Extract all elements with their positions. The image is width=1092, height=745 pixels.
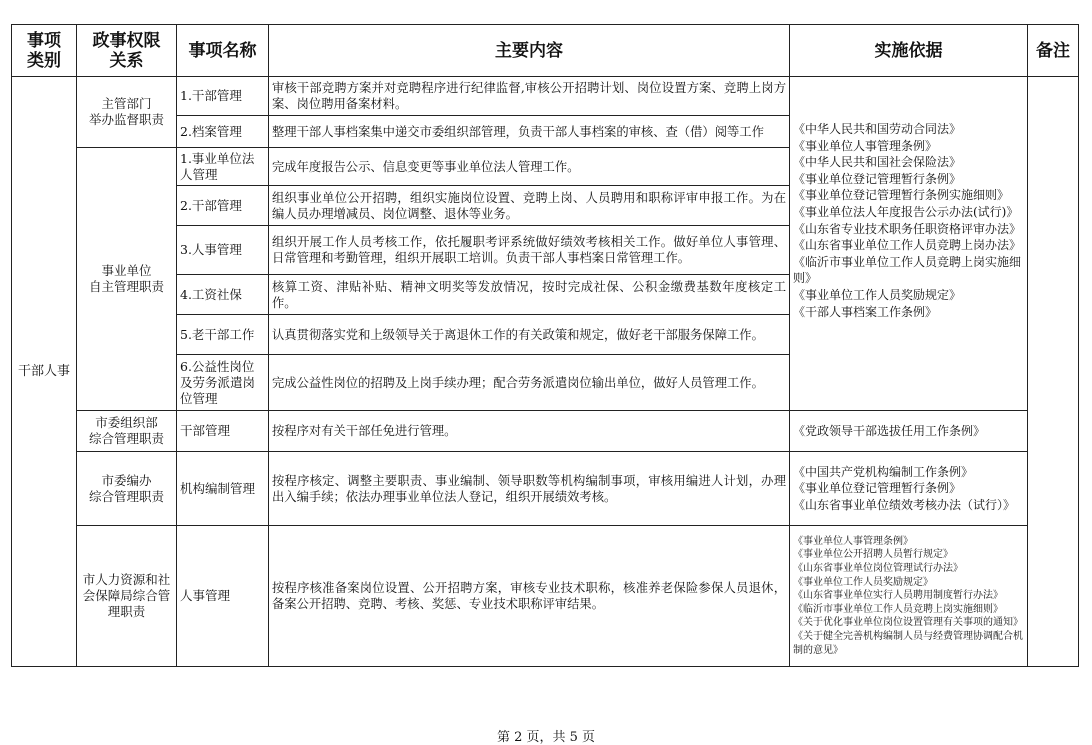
header-row <box>12 25 1079 77</box>
basis-item: 《山东省事业单位绩效考核办法（试行）》 <box>793 497 1016 512</box>
item-content: 认真贯彻落实党和上级领导关于离退休工作的有关政策和规定，做好老干部服务保障工作。 <box>269 315 790 355</box>
item-name: 2.干部管理 <box>177 186 269 226</box>
item-name: 干部管理 <box>177 411 269 452</box>
item-content: 按程序核准备案岗位设置、公开招聘方案，审核专业技术职称，核准养老保险参保人员退休，备案公开招聘、竞聘、考核、奖惩、专业技术职称评审结果。 <box>269 526 790 667</box>
table-row <box>12 77 1079 116</box>
basis-item: 《事业单位工作人员奖励规定》 <box>793 576 933 588</box>
remarks-cell <box>1028 77 1079 667</box>
category-cell: 干部人事 <box>12 77 77 667</box>
item-name: 6.公益性岗位 及劳务派遣岗 位管理 <box>177 355 269 411</box>
basis-item: 《中华人民共和国社会保险法》 <box>793 155 962 170</box>
item-name: 2.档案管理 <box>177 116 269 148</box>
item-name: 人事管理 <box>177 526 269 667</box>
basis-item: 《山东省事业单位岗位管理试行办法》 <box>793 563 963 575</box>
authority-cell: 市委组织部 综合管理职责 <box>77 411 177 452</box>
authority-cell: 市委编办 综合管理职责 <box>77 452 177 526</box>
table-row <box>12 526 1079 667</box>
item-name: 4.工资社保 <box>177 275 269 315</box>
basis-item: 《事业单位登记管理暂行条例》 <box>793 481 962 496</box>
basis-item: 《事业单位登记管理暂行条例》 <box>793 171 962 186</box>
basis-item: 《干部人事档案工作条例》 <box>793 304 938 319</box>
basis-item: 《事业单位人事管理条例》 <box>793 535 913 547</box>
table-row <box>12 452 1079 526</box>
item-name: 机构编制管理 <box>177 452 269 526</box>
basis-item: 《事业单位公开招聘人员暂行规定》 <box>793 549 953 561</box>
header-item-name: 事项名称 <box>177 25 269 77</box>
basis-item: 《山东省事业单位实行人员聘用制度暂行办法》 <box>793 590 1003 602</box>
basis-item: 《事业单位工作人员奖励规定》 <box>793 287 962 302</box>
table-row <box>12 411 1079 452</box>
authority-cell: 事业单位 自主管理职责 <box>77 148 177 411</box>
item-content: 整理干部人事档案集中递交市委组织部管理，负责干部人事档案的审核、查（借）阅等工作 <box>269 116 790 148</box>
header-authority: 政事权限 关系 <box>77 25 177 77</box>
header-main-content: 主要内容 <box>269 25 790 77</box>
header-category: 事项 类别 <box>12 25 77 77</box>
basis-item: 《中华人民共和国劳动合同法》 <box>793 122 962 136</box>
header-remarks: 备注 <box>1028 25 1079 77</box>
item-name: 1.干部管理 <box>177 77 269 116</box>
item-content: 按程序对有关干部任免进行管理。 <box>269 411 790 452</box>
basis-item: 《事业单位人事管理条例》 <box>793 138 938 153</box>
item-name: 5.老干部工作 <box>177 315 269 355</box>
basis-item: 《关于优化事业单位岗位设置管理有关事项的通知》 <box>793 617 1023 629</box>
basis-cell <box>790 411 1028 452</box>
basis-item: 《临沂市事业单位工作人员竞聘上岗实施细则》 <box>793 254 1022 286</box>
item-content: 完成年度报告公示、信息变更等事业单位法人管理工作。 <box>269 148 790 186</box>
item-content: 审核干部竞聘方案并对竞聘程序进行纪律监督,审核公开招聘计划、岗位设置方案、竞聘上岗方案、岗位聘用备案材料。 <box>269 77 790 116</box>
item-name: 1.事业单位法 人管理 <box>177 148 269 186</box>
item-content: 组织事业单位公开招聘，组织实施岗位设置、竞聘上岗、人员聘用和职称评审申报工作。为在编人员办理增减员、岗位调整、退休等业务。 <box>269 186 790 226</box>
header-basis: 实施依据 <box>790 25 1028 77</box>
basis-item: 《临沂市事业单位工作人员竞聘上岗实施细则》 <box>793 603 1003 615</box>
item-content: 组织开展工作人员考核工作，依托履职考评系统做好绩效考核相关工作。做好单位人事管理、日常管理和考勤管理，组织开展职工培训。负责干部人事档案日常管理工作。 <box>269 226 790 275</box>
basis-item: 《党政领导干部选拔任用工作条例》 <box>793 423 986 438</box>
basis-cell <box>790 452 1028 526</box>
item-name: 3.人事管理 <box>177 226 269 275</box>
basis-item: 《山东省事业单位工作人员竞聘上岗办法》 <box>793 238 1022 253</box>
authority-cell: 主管部门 举办监督职责 <box>77 77 177 148</box>
matters-table <box>11 24 1079 667</box>
authority-cell: 市人力资源和社 会保障局综合管 理职责 <box>77 526 177 667</box>
basis-item: 《事业单位登记管理暂行条例实施细则》 <box>793 188 1010 203</box>
item-content: 按程序核定、调整主要职责、事业编制、领导职数等机构编制事项，审核用编进人计划，办理出入编手续；依法办理事业单位法人登记，组织开展绩效考核。 <box>269 452 790 526</box>
basis-item: 《事业单位法人年度报告公示办法(试行)》 <box>793 204 1019 219</box>
item-content: 完成公益性岗位的招聘及上岗手续办理；配合劳务派遣岗位输出单位，做好人员管理工作。 <box>269 355 790 411</box>
basis-cell <box>790 526 1028 667</box>
item-content: 核算工资、津贴补贴、精神文明奖等发放情况，按时完成社保、公积金缴费基数年度核定工作。 <box>269 275 790 315</box>
page-footer: 第 2 页，共 5 页 <box>496 730 596 745</box>
basis-item: 《中国共产党机构编制工作条例》 <box>793 465 974 480</box>
basis-cell <box>790 77 1028 411</box>
basis-item: 《山东省专业技术职务任职资格评审办法》 <box>793 221 1022 236</box>
basis-item: 《关于健全完善机构编制人员与经费管理协调配合机制的意见》 <box>793 630 1023 656</box>
